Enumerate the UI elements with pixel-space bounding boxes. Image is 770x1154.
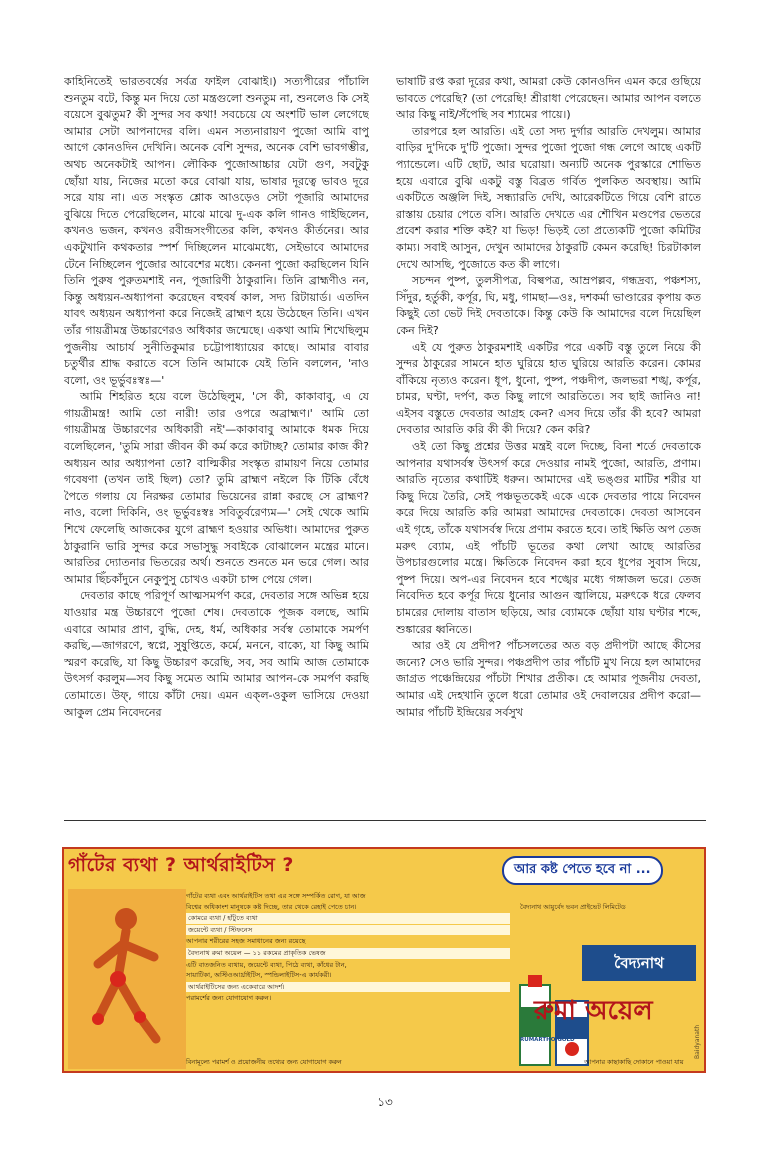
ad-headline: গাঁটের ব্যথা ? আর্থরাইটিস ? xyxy=(68,854,294,876)
ad-line: কোমরে ব্যথা / হাঁটুতে ব্যথা xyxy=(186,913,510,924)
article-paragraph: কাহিনিতেই ভারতবর্ষের সর্বত্র ফাইল বোঝাই।) সত্যপীরের পাঁচালি শুনতুম বটে, কিন্তু মন দিয়ে তো মন্ত্রগুলো শুনতুম না, শুনলেও কি সেই বয়েসে বুঝতুম? কী সুন্দর সব কথা! সবচেয়ে যে অংশটি ভাল লেগেছে আমার সেটা আপনাদের বলি। এমন সত্যনারায়ণ পুজো আমি বাপু আগে কোনওদিন দেখিনি। অনেক বেশি সুন্দর, অনেক বেশি ভাবগম্ভীর, অথচ অনেকটাই আপন। লৌকিক পুজোআচ্চার যেটা গুণ, সবটুকু ছোঁয়া যায়, নিজের মতো করে বোঝা যায়, ভাষার দূরত্বে ভাবও দূরে সরে যায় না। এত সংস্কৃত শ্লোক আওড়েও সেটা পূজারি আমাদের বুঝিয়ে দিতে পেরেছিলেন, মাঝে মাঝে দু-এক কলি গানও গাইছিলেন, কখনও ভজন, কখনও রবীন্দ্রসংগীতের কলি, কখনও কীর্তনের। আর একটুখানি কথকতার স্পর্শ দিচ্ছিলেন মাঝেমধ্যে, সেইভাবে আমাদের টেনে নিচ্ছিলেন পুজোর আবেশের মধ্যে। কেননা পুজো করছিলেন যিনি তিনি পুরুষ পুরুতমশাই নন, পূজারিণী ঠাকুরানি। তিনি ব্রাহ্মণীও নন, কিন্তু অধ্যয়ন-অধ্যাপনা করেছেন বহুবর্ষ কাল, সদ্য রিটায়ার্ড। এতদিন যাবৎ অধ্যয়ন অধ্যাপনা করে নিজেই ব্রাহ্মণ হয়ে উঠেছেন তিনি। এখন তাঁর গায়ত্রীমন্ত্র উচ্চারণেরও অধিকার জন্মেছে। একথা আমি শিখেছিলুম পুজনীয় আচার্য সুনীতিকুমার চট্টোপাধ্যায়ের কাছে। আমার বাবার চতুর্থীর শ্রাদ্ধ করাতে বসে তিনি আমাকে যেই তিনি বললেন, 'নাও বলো, ওং ভূর্ভুবঃস্বঃ—' xyxy=(64,75,369,387)
ad-line: সায়াটিকা, অস্টিওআর্থ্রাইটিস, স্পন্ডিলাইটিস-এ কার্যকরী। xyxy=(186,971,332,980)
article-paragraph: তারপরে হল আরতি। এই তো সদ্য দুর্গার আরতি দেখলুম। আমার বাড়ির দু'দিকে দু'টি পুজো। সুন্দর পুজো পুজো গন্ধ লেগে আছে একটি প্যান্ডেলে। এটি ছোট, আর ঘরোয়া। অন্যটি অনেক পুরস্কারে শোভিত হয়ে এবারে বুঝি একটু বস্তু বিব্রত গর্বিত পুলকিত অবস্থায়। আমি একটিতে অঞ্জলি দিই, সন্ধ্যারতি দেখি, আরেকটিতে গিয়ে বেশি রাতে রাস্তায় চেয়ার পেতে বসি। আরতি দেখতে এর শৌখিন মণ্ডপের ভেতরে প্রবেশ করার শক্তি কই? যা ভিড়! ভিড়ই তো প্রত্যেকটি পুজো কমিটির কাম্য। সবাই আসুন, দেখুন আমাদের ঠাকুরটি কেমন করেছি! চিরটাকাল দেখে আসছি, পুজোতে কত কী লাগে। xyxy=(396,124,701,271)
runner-illustration-icon xyxy=(68,889,186,1069)
ad-brand-intro: বৈদ্যনাথ আয়ুর্বেদ ভবন প্রাইভেট লিমিটেড xyxy=(520,903,626,911)
article-paragraph: দেবতার কাছে পরিপূর্ণ আত্মসমর্পণ করে, দেবতার সঙ্গে অভিন্ন হয়ে যাওয়ার মন্ত্র উচ্চারণে পুজো শেষ। দেবতাকে পূজক বলছে, আমি এবারে আমার প্রাণ, বুদ্ধি, দেহ, ধর্ম, অধিকার সর্বস্ব তোমাকে সমর্পণ করছি,—জাগরণে, স্বপ্নে, সুষুপ্তিতে, কর্মে, মননে, বাক্যে, যা কিছু আমি স্মরণ করেছি, যা কিছু উচ্চারণ করেছি, সব, সব আমি আজ তোমাকে উৎসর্গ করলুম—সব কিছু সমেত আমি আমার আপন-কে সমর্পণ করছি তোমাতে। উফ্, গায়ে কাঁটা দেয়। এমন এক্‌ল-ওকুল ভাসিয়ে দেওয়া আকুল প্রেম নিবেদনের xyxy=(64,589,369,719)
ad-line: বৈদ্যনাথ রুমা অয়েল — ১১ রকমের প্রাকৃতিক ভেষজ xyxy=(186,948,510,959)
capsule-label: RUMARTHO GOLD xyxy=(520,1037,575,1043)
article-paragraph: আর ওই যে প্রদীপ? পাঁচসলতের অত বড় প্রদীপটা আছে কীসের জন্যে? সেও ভারি সুন্দর। পঞ্চপ্রদীপ তার পাঁচটি মুখ নিয়ে হল আমাদের জাগ্রত পঞ্চেন্দ্রিয়ের পাঁচটা শিখার প্রতীক। হে আমার পূজনীয় দেবতা, আমার এই দেহখানি তুলে ধরো তোমার ওই দেবালয়ের প্রদীপ করো—আমার পাঁচটি ইন্দ্রিয়ের সর্বসুখ xyxy=(396,639,701,719)
ad-line: বিশ্বের অধিকাংশ মানুষকে কষ্ট দিচ্ছে, তার থেকে রেহাই পেতে চান। xyxy=(186,902,357,911)
article-paragraph: ভাষাটি রপ্ত করা দূরের কথা, আমরা কেউ কোনওদিন এমন করে গুছিয়ে ভাবতে পেরেছি? (তা পেরেছি! শ্রীরাধা পেরেছেন। আমার আপন বলতে আর কিছু নাই/সঁপেছি সব শ্যামের পায়ে।) xyxy=(396,75,701,122)
brand-logo: বৈদ্যনাথ xyxy=(582,945,696,981)
page-number: ১৩ xyxy=(377,1095,393,1109)
ad-body-text xyxy=(186,891,510,1004)
product-name: রুমা অয়েল xyxy=(534,996,653,1026)
article-column-left xyxy=(64,74,369,809)
ad-line: আপনার শরীরের সহজ সমাধানের জন্য রয়েছে xyxy=(186,937,306,946)
ad-line: গাঁটের ব্যথা এবং আর্থরাইটিস তথা এর সঙ্গে সম্পর্কিত রোগ, যা আজ xyxy=(186,892,366,900)
advertisement-banner[interactable] xyxy=(62,847,706,1073)
ad-footer-right: আপনার কাছাকাছি দোকানে পাওয়া যায় xyxy=(584,1058,684,1066)
article-column-right xyxy=(396,74,701,809)
ad-line: জয়েন্টে ব্যথা / স্টিফনেস xyxy=(186,925,510,936)
article-paragraph: এই যে পুরুত ঠাকুরমশাই একটির পরে একটি বস্তু তুলে নিয়ে কী সুন্দর ঠাকুরের সামনে হাত ঘুরিয়ে হাত ঘুরিয়ে আরতি করেন। কোমর বাঁকিয়ে নৃত্যও করেন। ধূপ, ধুনো, পুষ্প, পঞ্চদীপ, জলভরা শঙ্খ, কর্পূর, চামর, ঘণ্টা, দর্পণ, কত কিছু লাগে আরতিতে। সব ছাই জানিও না! এইসব বস্তুতে দেবতার আগ্রহ কেন? এসব দিয়ে তাঁর কী হবে? আমরা দেবতার আরতি করি কী কী দিয়ে? কেন করি? xyxy=(396,340,701,437)
ad-line: আর্থরাইটিসের জন্য একেবারে আদর্শ। xyxy=(186,982,510,993)
ad-side-text: Baidyanath xyxy=(694,1024,701,1059)
ad-line: পরামর্শের জন্য যোগাযোগ করুন। xyxy=(186,994,272,1003)
ad-header xyxy=(64,849,704,887)
ad-tagline: আর কষ্ট পেতে হবে না ... xyxy=(502,856,663,885)
section-divider xyxy=(64,820,706,821)
ad-line: এটি বাতজনিত ব্যথায়, জয়েন্টে ব্যথা, পিঠে ব্যথা, কাঁধের টান, xyxy=(186,960,347,969)
article-paragraph: ওই তো কিছু প্রশ্নের উত্তর মন্ত্রই বলে দিচ্ছে, বিনা শর্তে দেবতাকে আপনার যথাসর্বস্ব উৎসর্গ করে দেওয়ার নামই পুজো, আরতি, প্রণাম। আরতি নৃত্যের কথাটিই ধরুন। আমাদের এই ভঙ্গুর মাটির শরীর যা কিছু দিয়ে তৈরি, সেই পঞ্চভূতকেই একে একে দেবতার পায়ে নিবেদন করে দিয়ে আরতি করি আমরা আমাদের দেবতাকে। দেবতা আসবেন এই গৃহে, তাঁকে যথাসর্বস্ব দিয়ে প্রণাম করতে হবে। তাই ক্ষিতি অপ তেজ মরুৎ ব্যোম, এই পাঁচটি ভূতের কথা লেখা আছে আরতির উপচারগুলোর মন্ত্রে। ক্ষিতিকে নিবেদন করা হবে ধূপের সুবাস দিয়ে, পুষ্প দিয়ে। অপ-এর নিবেদন হবে শঙ্খের মধ্যে গঙ্গাজল ভরে। তেজ নিবেদিত হবে কর্পূর দিয়ে ধুনোর আগুন জ্বালিয়ে, মরুৎকে ধরে ফেলব চামরের দোলায় বাতাস ছড়িয়ে, আর ব্যোমকে ছোঁয়া যায় ঘণ্টার শব্দে, শুঙ্কারের ধ্বনিতে। xyxy=(396,440,701,636)
article-paragraph: আমি শিহরিত হয়ে বলে উঠেছিলুম, 'সে কী, কাকাবাবু, এ যে গায়ত্রীমন্ত্র! আমি তো নারী! তার ওপরে অব্রাহ্মণ।' আমি তো গায়ত্রীমন্ত্র উচ্চারণের অধিকারী নই'—কাকাবাবু আমাকে ধমক দিয়ে বলেছিলেন, 'তুমি সারা জীবন কী কর্ম করে কাটাচ্ছ? তোমার কাজ কী? অধ্যয়ন আর অধ্যাপনা তো? বাল্মিকীর সংস্কৃত রামায়ণ নিয়ে তোমার গবেষণা (তখন তাই ছিল) তো? তুমি ব্রাহ্মণ নইলে কি টিকি বেঁধে পৈতে গলায় যে নিরক্ষর তোমার ভিয়েনের রান্না করছে সে ব্রাহ্মণ? নাও, বলো দিকিনি, ওং ভূর্ভুবঃস্বঃ সবিতুর্বরেণ্যম—' সেই থেকে আমি শিখে ফেলেছি আজকের যুগে ব্রাহ্মণ হওয়ার অভিধা। আমাদের পুরুত ঠাকুরানি ভারি সুন্দর করে সভাসুদ্ধু সবাইকে বোঝালেন মন্ত্রের মানে। আরতির দ্যোতনার ভিতরের অর্থ। শুনতে শুনতে মন ভরে গেল। আর আমার ছিঁচকাঁদুনে নেকুপুসু চোখও একটা চান্স পেয়ে গেল। xyxy=(64,390,369,586)
ad-footer-left: বিনামূল্যে পরামর্শ ও প্রয়োজনীয় তথ্যের জন্য যোগাযোগ করুন xyxy=(186,1058,342,1066)
article-paragraph: সচন্দন পুষ্প, তুলসীপত্র, বিল্বপত্র, আম্রপল্লব, গন্ধদ্রব্য, পঞ্চশস্য, সিঁদুর, হর্তুকী, কর্পূর, ঘি, মধু, গামছা—ওঃ, দশকর্মা ভাণ্ডারের কৃপায় কত কিছুই তো ভেট দিই দেবতাকে। কিন্তু কেউ কি আমাদের বলে দিয়েছিল কেন দিই? xyxy=(396,274,701,337)
